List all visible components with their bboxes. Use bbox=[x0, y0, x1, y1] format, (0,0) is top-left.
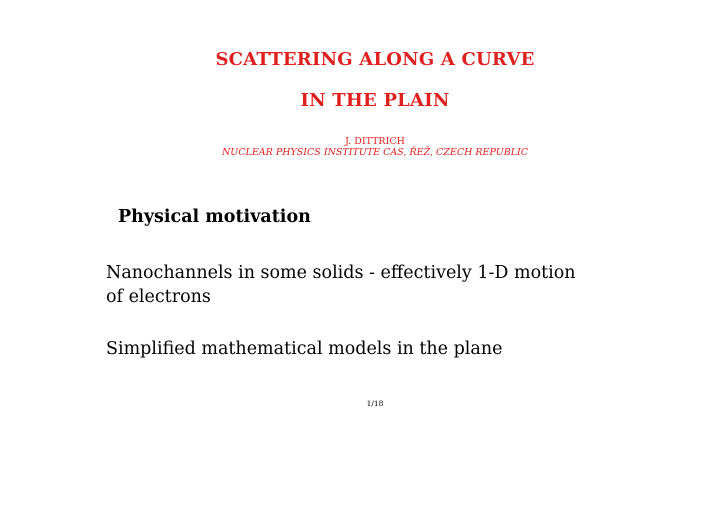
title-line-1: SCATTERING ALONG A CURVE bbox=[215, 49, 535, 70]
section-heading: Physical motivation bbox=[118, 207, 311, 227]
author-name: J. DITTRICH bbox=[345, 136, 405, 147]
paragraph-nanochannels: Nanochannels in some solids - effectively 1-D motion of electrons bbox=[106, 263, 576, 307]
paragraph-models: Simplified mathematical models in the plane bbox=[106, 339, 503, 359]
page-number: 1/18 bbox=[366, 399, 384, 408]
author-affiliation: NUCLEAR PHYSICS INSTITUTE CAS, ŘEŽ, CZECH REPUBLIC bbox=[221, 147, 529, 158]
title-line-2: IN THE PLAIN bbox=[300, 90, 450, 111]
